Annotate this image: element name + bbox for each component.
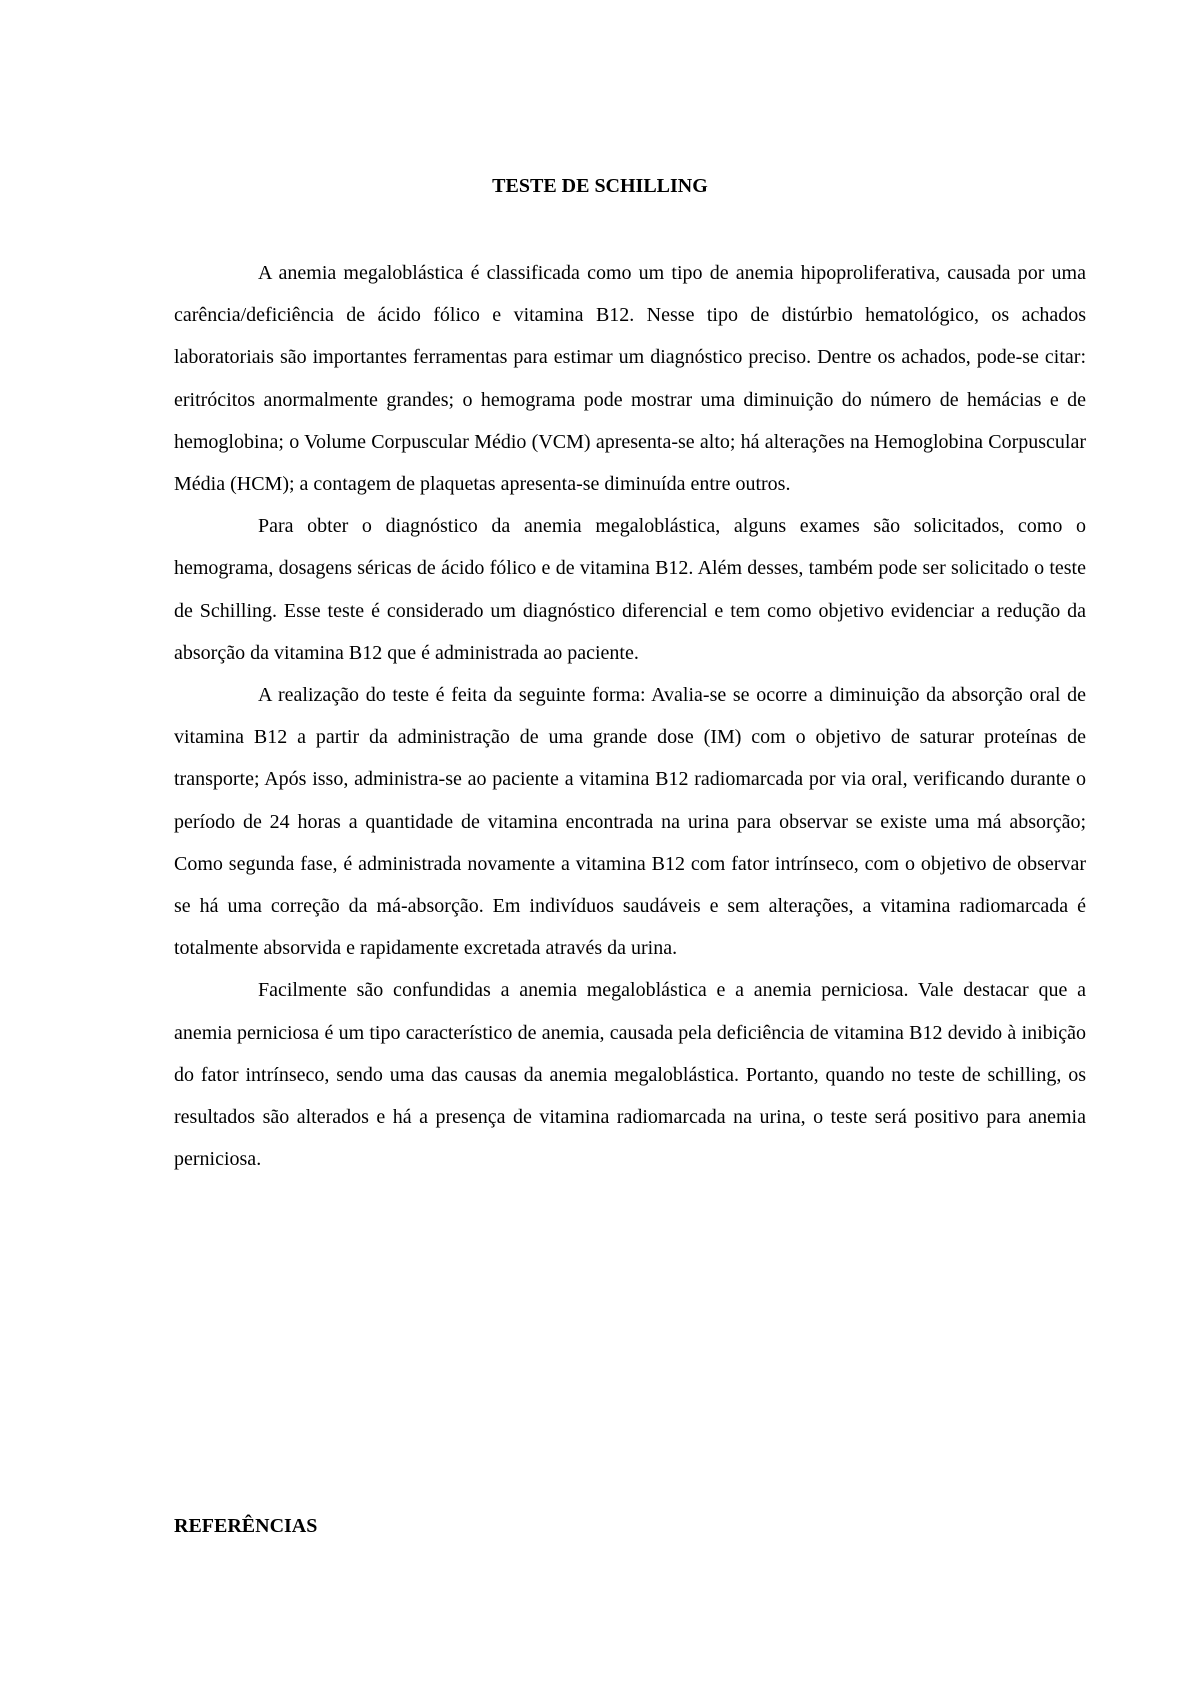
references-heading: REFERÊNCIAS: [174, 1515, 318, 1537]
document-title: TESTE DE SCHILLING: [492, 175, 708, 197]
document-body: [174, 252, 1086, 1180]
paragraph-4: Facilmente são confundidas a anemia megaloblástica e a anemia perniciosa. Vale destacar que a anemia perniciosa é um tipo característico de anemia, causada pela deficiência de vitamina B12 devido à inibição do fator intrínseco, sendo uma das causas da anemia megaloblástica. Portanto, quando no teste de schilling, os resultados são alterados e há a presença de vitamina radiomarcada na urina, o teste será positivo para anemia perniciosa.: [174, 979, 1086, 1171]
paragraph-3: A realização do teste é feita da seguinte forma: Avalia-se se ocorre a diminuição da absorção oral de vitamina B12 a partir da administração de uma grande dose (IM) com o objetivo de saturar proteínas de transporte; Após isso, administra-se ao paciente a vitamina B12 radiomarcada por via oral, verificando durante o período de 24 horas a quantidade de vitamina encontrada na urina para observar se existe uma má absorção; Como segunda fase, é administrada novamente a vitamina B12 com fator intrínseco, com o objetivo de observar se há uma correção da má-absorção. Em indivíduos saudáveis e sem alterações, a vitamina radiomarcada é totalmente absorvida e rapidamente excretada através da urina.: [174, 684, 1086, 960]
paragraph-2: Para obter o diagnóstico da anemia megaloblástica, alguns exames são solicitados, como o hemograma, dosagens séricas de ácido fólico e de vitamina B12. Além desses, também pode ser solicitado o teste de Schilling. Esse teste é considerado um diagnóstico diferencial e tem como objetivo evidenciar a redução da absorção da vitamina B12 que é administrada ao paciente.: [174, 515, 1086, 664]
paragraph-1: A anemia megaloblástica é classificada como um tipo de anemia hipoproliferativa, causada por uma carência/deficiência de ácido fólico e vitamina B12. Nesse tipo de distúrbio hematológico, os achados laboratoriais são importantes ferramentas para estimar um diagnóstico preciso. Dentre os achados, pode-se citar: eritrócitos anormalmente grandes; o hemograma pode mostrar uma diminuição do número de hemácias e de hemoglobina; o Volume Corpuscular Médio (VCM) apresenta-se alto; há alterações na Hemoglobina Corpuscular Média (HCM); a contagem de plaquetas apresenta-se diminuída entre outros.: [174, 262, 1086, 496]
